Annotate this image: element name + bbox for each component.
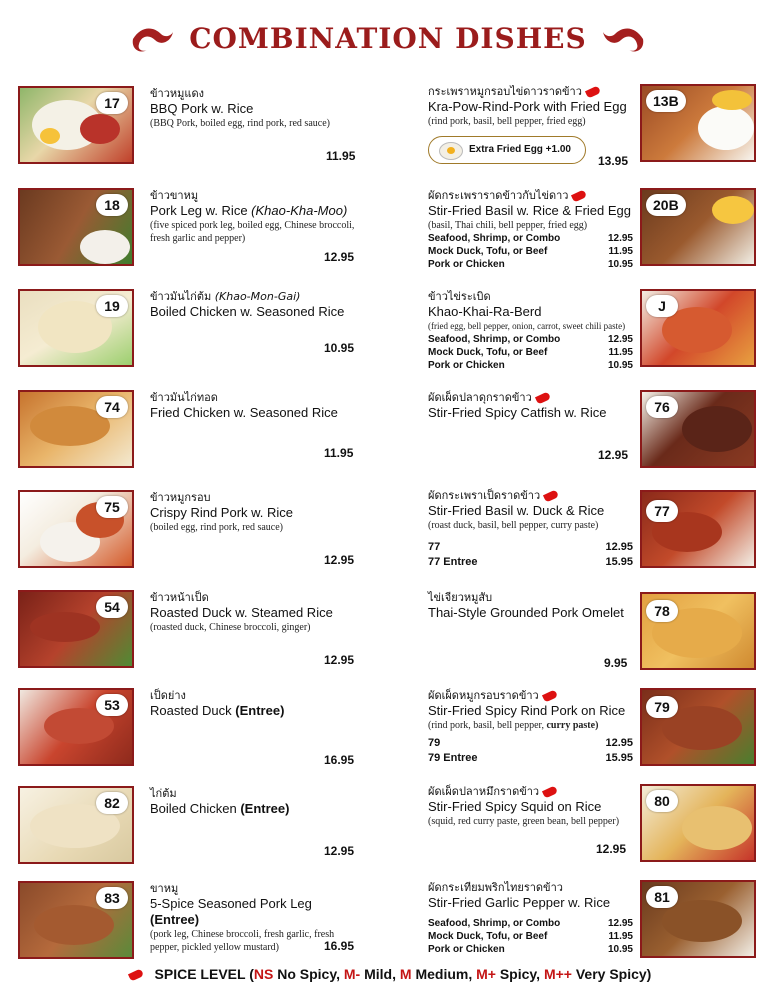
thai-name: ไก่ต้ม xyxy=(150,787,177,800)
thai-name: ข้าวมันไก่ทอด xyxy=(150,391,218,404)
chili-icon xyxy=(571,189,587,202)
item-number-badge: 74 xyxy=(96,396,128,418)
thai-name: เป็ดย่าง xyxy=(150,689,186,702)
menu-item-81[interactable] xyxy=(428,880,758,970)
price: 9.95 xyxy=(604,656,628,670)
english-name: Roasted Duck w. Steamed Rice xyxy=(150,605,333,620)
page-title: COMBINATION DISHES xyxy=(189,22,587,55)
dragon-ornament-right-icon xyxy=(601,24,645,54)
price: 16.95 xyxy=(324,753,355,767)
menu-item-76[interactable] xyxy=(428,390,758,480)
item-number-badge: 79 xyxy=(646,696,678,718)
price-row: 77 Entree 15.95 xyxy=(428,556,633,568)
price: 11.95 xyxy=(324,446,354,460)
menu-item-54[interactable] xyxy=(18,590,358,680)
thai-name: ข้าวไข่ระเบิด xyxy=(428,290,491,303)
english-name: Stir-Fried Spicy Squid on Rice xyxy=(428,799,602,814)
thai-name: ผัดเผ็ดปลาหมึกราดข้าว xyxy=(428,784,638,799)
chili-icon xyxy=(535,391,551,404)
menu-item-19[interactable] xyxy=(18,289,358,379)
item-number-badge: 82 xyxy=(96,792,128,814)
price-row: Pork or Chicken 10.95 xyxy=(428,360,633,371)
item-number-badge: 80 xyxy=(646,790,678,812)
thai-name: ข้าวขาหมู xyxy=(150,189,199,202)
thai-name: ไข่เจียวหมูสับ xyxy=(428,591,493,604)
page-header xyxy=(0,22,776,66)
price: 13.95 xyxy=(598,154,629,168)
item-number-badge: 77 xyxy=(646,500,678,522)
english-name: Pork Leg w. Rice (Khao-Kha-Moo) xyxy=(150,203,348,218)
spice-level-legend: SPICE LEVEL (NS No Spicy, M- Mild, M Medium, M+ Spicy, M++ Very Spicy) xyxy=(0,966,776,982)
price-options xyxy=(428,917,633,956)
price-row: Mock Duck, Tofu, or Beef 11.95 xyxy=(428,931,633,942)
description: (pork leg, Chinese broccoli, fresh garlic, fresh pepper, pickled yellow mustard) xyxy=(150,929,335,953)
menu-item-13b[interactable] xyxy=(428,84,758,174)
item-number-badge: 54 xyxy=(96,596,128,618)
english-name: Boiled Chicken (Entree) xyxy=(150,801,290,816)
english-name: Stir-Fried Basil w. Duck & Rice xyxy=(428,503,605,518)
menu-item-80[interactable] xyxy=(428,784,758,874)
price-row: 79 12.95 xyxy=(428,737,633,749)
price-row: Pork or Chicken 10.95 xyxy=(428,259,633,270)
price: 12.95 xyxy=(324,553,355,567)
price-row: Seafood, Shrimp, or Combo 12.95 xyxy=(428,918,633,929)
thai-name: ผัดกระเพราราดข้าวกับไข่ดาว xyxy=(428,188,633,203)
thai-name: ข้าวหน้าเป็ด xyxy=(150,591,209,604)
thai-name: ข้าวหมูกรอบ xyxy=(150,491,211,504)
menu-item-17[interactable] xyxy=(18,86,358,176)
english-name: 5-Spice Seasoned Pork Leg (Entree) xyxy=(150,896,312,927)
item-number-badge: 78 xyxy=(646,600,678,622)
price-row: Seafood, Shrimp, or Combo 12.95 xyxy=(428,334,633,345)
menu-item-78[interactable] xyxy=(428,590,758,680)
menu-item-82[interactable] xyxy=(18,786,358,876)
english-name: Kra-Pow-Rind-Pork with Fried Egg xyxy=(428,99,627,114)
item-number-badge: 81 xyxy=(646,886,678,908)
thai-name: ข้าวมันไก่ต้ม (Khao-Mon-Gai) xyxy=(150,290,301,303)
menu-item-74[interactable] xyxy=(18,390,358,480)
price: 12.95 xyxy=(596,842,627,856)
chili-icon xyxy=(128,969,144,982)
item-number-badge: J xyxy=(646,295,678,317)
menu-item-79[interactable] xyxy=(428,688,758,778)
description: (BBQ Pork, boiled egg, rind pork, red sauce) xyxy=(150,118,330,129)
price-options xyxy=(428,232,633,271)
price: 16.95 xyxy=(324,939,355,953)
description: (rind pork, basil, bell pepper, curry paste) xyxy=(428,720,599,731)
price-row: Seafood, Shrimp, or Combo 12.95 xyxy=(428,233,633,244)
item-number-badge: 76 xyxy=(646,396,678,418)
menu-item-18[interactable] xyxy=(18,188,358,278)
item-number-badge: 18 xyxy=(96,194,128,216)
menu-item-20b[interactable] xyxy=(428,188,758,278)
price-row: Mock Duck, Tofu, or Beef 11.95 xyxy=(428,347,633,358)
price-options xyxy=(428,736,633,766)
menu-item-83[interactable] xyxy=(18,881,358,971)
fried-egg-icon xyxy=(439,142,463,160)
description: (squid, red curry paste, green bean, bell pepper) xyxy=(428,816,620,827)
price: 12.95 xyxy=(324,250,355,264)
english-name: Stir-Fried Spicy Rind Pork on Rice xyxy=(428,703,626,718)
chili-icon xyxy=(542,785,558,798)
english-name: Stir-Fried Basil w. Rice & Fried Egg xyxy=(428,203,632,218)
thai-name: ผัดกระเพราเป็ดราดข้าว xyxy=(428,488,633,503)
item-number-badge: 13B xyxy=(646,90,686,112)
price: 12.95 xyxy=(598,448,629,462)
english-name: Stir-Fried Spicy Catfish w. Rice xyxy=(428,405,607,420)
item-number-badge: 20B xyxy=(646,194,686,216)
description: (rind pork, basil, bell pepper, fried egg) xyxy=(428,116,586,127)
english-name: BBQ Pork w. Rice xyxy=(150,101,254,116)
price-options xyxy=(428,540,633,570)
price-row: Pork or Chicken 10.95 xyxy=(428,944,633,955)
description: (basil, Thai chili, bell pepper, fried egg) xyxy=(428,220,588,231)
menu-item-53[interactable] xyxy=(18,688,358,778)
menu-item-77[interactable] xyxy=(428,488,758,578)
english-name: Stir-Fried Garlic Pepper w. Rice xyxy=(428,895,611,910)
menu-item-75[interactable] xyxy=(18,490,358,580)
menu-item-j[interactable] xyxy=(428,289,758,379)
price-options xyxy=(428,333,633,372)
description: (roasted duck, Chinese broccoli, ginger) xyxy=(150,622,311,633)
english-name: Crispy Rind Pork w. Rice xyxy=(150,505,294,520)
price-row: Mock Duck, Tofu, or Beef 11.95 xyxy=(428,246,633,257)
thai-name: ผัดเผ็ดหมูกรอบราดข้าว xyxy=(428,688,633,703)
item-number-badge: 75 xyxy=(96,496,128,518)
chili-icon xyxy=(585,85,601,98)
dragon-ornament-left-icon xyxy=(131,24,175,54)
price-row: 79 Entree 15.95 xyxy=(428,752,633,764)
extra-fried-egg-option: Extra Fried Egg +1.00 xyxy=(428,136,586,164)
thai-name: ข้าวหมูแดง xyxy=(150,87,204,100)
thai-name: ผัดเผ็ดปลาดุกราดข้าว xyxy=(428,390,633,405)
description: (roast duck, basil, bell pepper, curry paste) xyxy=(428,520,599,531)
item-number-badge: 83 xyxy=(96,887,128,909)
price-row: 77 12.95 xyxy=(428,541,633,553)
item-number-badge: 17 xyxy=(96,92,128,114)
description: (fried egg, bell pepper, onion, carrot, sweet chili paste) xyxy=(428,321,626,331)
price: 12.95 xyxy=(324,844,355,858)
price: 11.95 xyxy=(326,149,356,163)
thai-name: ผัดกระเทียมพริกไทยราดข้าว xyxy=(428,881,563,894)
price: 12.95 xyxy=(324,653,355,667)
chili-icon xyxy=(542,689,558,702)
price: 10.95 xyxy=(324,341,355,355)
item-number-badge: 53 xyxy=(96,694,128,716)
description: (boiled egg, rind pork, red sauce) xyxy=(150,522,284,533)
english-name: Thai-Style Grounded Pork Omelet xyxy=(428,605,624,620)
english-name: Fried Chicken w. Seasoned Rice xyxy=(150,405,338,420)
thai-name: กระเพราหมูกรอบไข่ดาวราดข้าว xyxy=(428,84,638,99)
description: (five spiced pork leg, boiled egg, Chinese broccoli, fresh garlic and pepper) xyxy=(150,220,355,244)
chili-icon xyxy=(543,489,559,502)
english-name: Roasted Duck (Entree) xyxy=(150,703,285,718)
english-name: Khao-Khai-Ra-Berd xyxy=(428,304,542,319)
thai-name: ขาหมู xyxy=(150,882,179,895)
item-number-badge: 19 xyxy=(96,295,128,317)
english-name: Boiled Chicken w. Seasoned Rice xyxy=(150,304,345,319)
